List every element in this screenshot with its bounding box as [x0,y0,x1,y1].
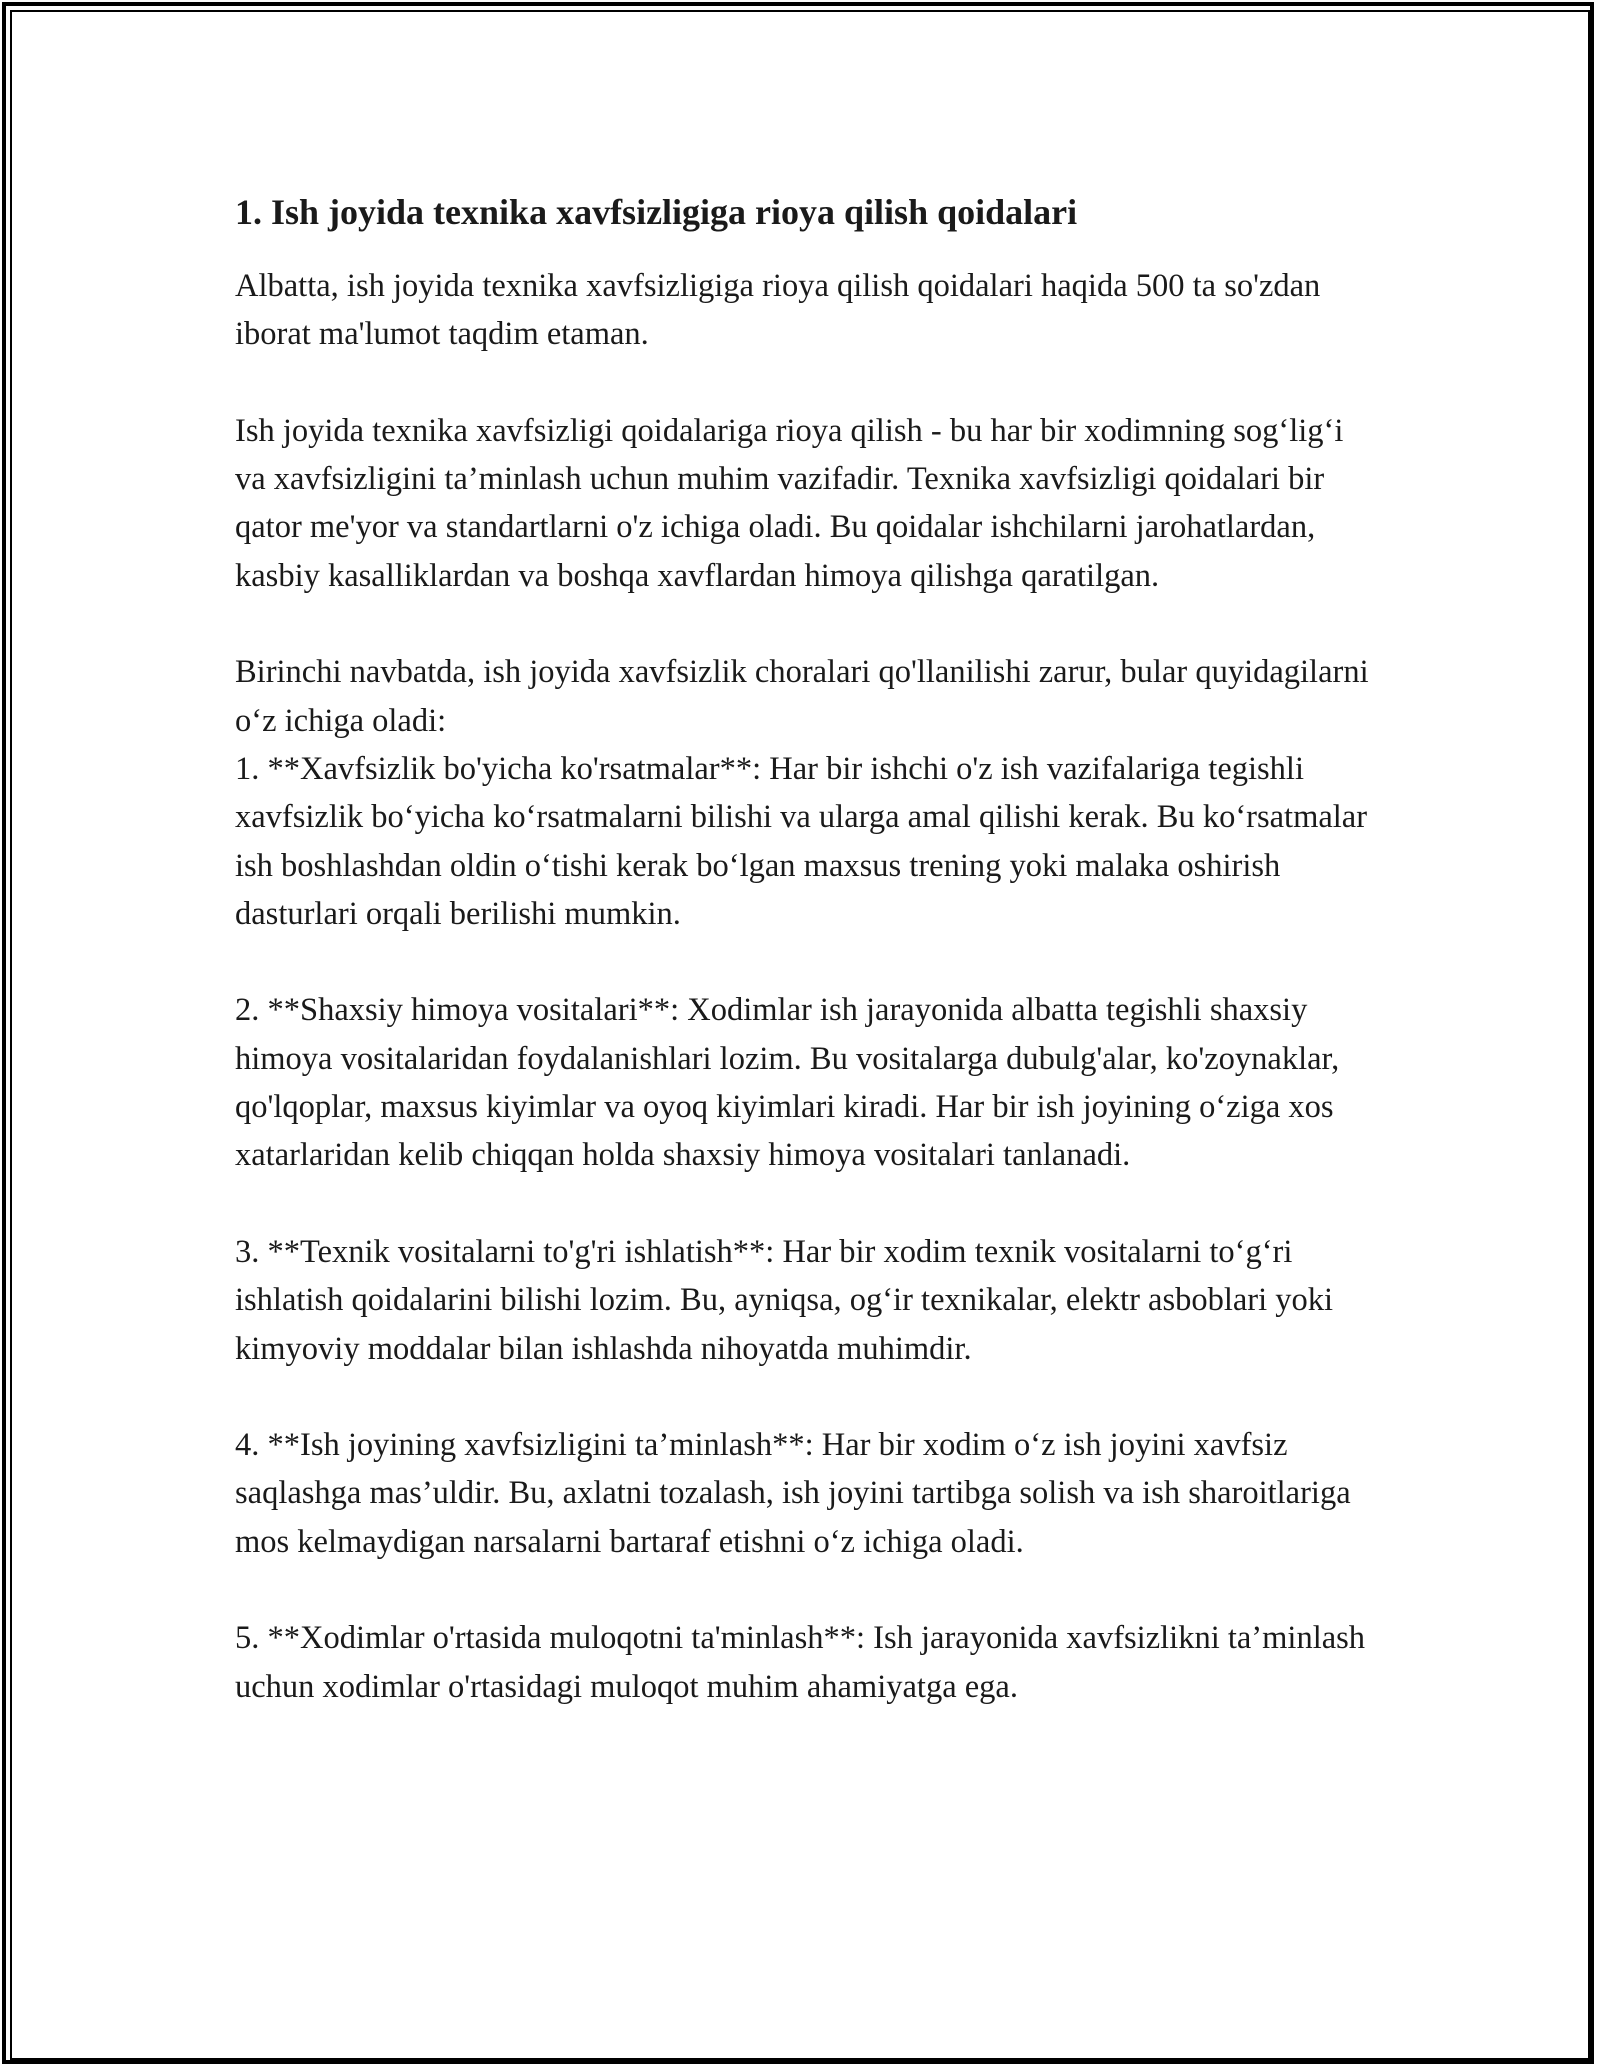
list-item-2: 2. **Shaxsiy himoya vositalari**: Xodimlar ish jarayonida albatta tegishli shaxsiy himoya vositalaridan foydalanishlari lozim. Bu vositalarga dubulg'alar, ko'zoynaklar, qo'lqoplar, maxsus kiyimlar va oyoq kiyimlari kiradi. Har bir ish joyining o‘ziga xos xatarlaridan kelib chiqqan holda shaxsiy himoya vositalari tanlanadi. [235,992,1340,1174]
list-item-3: 3. **Texnik vositalarni to'g'ri ishlatish**: Har bir xodim texnik vositalarni to‘g‘ri ishlatish qoidalarini bilishi lozim. Bu, ayniqsa, og‘ir texnikalar, elektr asboblari yoki kimyoviy moddalar bilan ishlashda nihoyatda muhimdir. [235,1233,1334,1367]
paragraph-spacer [235,600,1375,648]
paragraph-spacer [235,359,1375,407]
intro-paragraph: Albatta, ish joyida texnika xavfsizligiga rioya qilish qoidalari haqida 500 ta so'zdan iborat ma'lumot taqdim etaman. [235,268,1321,353]
page-title: 1. Ish joyida texnika xavfsizligiga rioya qilish qoidalari [235,192,1078,232]
paragraph-spacer [235,938,1375,986]
list-item-4: 4. **Ish joyining xavfsizligini ta’minlash**: Har bir xodim o‘z ish joyini xavfsiz saqlashga mas’uldir. Bu, axlatni tozalash, ish joyini tartibga solish va ish sharoitlariga mos kelmaydigan narsalarni bartaraf etishni o‘z ichiga oladi. [235,1427,1351,1560]
paragraph-spacer [235,1566,1375,1614]
list-item-5: 5. **Xodimlar o'rtasida muloqotni ta'minlash**: Ish jarayonida xavfsizlikni ta’minlash uchun xodimlar o'rtasidagi muloqot muhim ahamiyatga ega. [235,1620,1366,1705]
list-item-1: 1. **Xavfsizlik bo'yicha ko'rsatmalar**: Har bir ishchi o'z ish vazifalariga tegishli xavfsizlik bo‘yicha ko‘rsatmalarni bilishi va ularga amal qilishi kerak. Bu ko‘rsatmalar ish boshlashdan oldin o‘tishi kerak bo‘lgan maxsus trening yoki malaka oshirish dasturlari orqali berilishi mumkin. [235,750,1368,932]
overview-paragraph: Ish joyida texnika xavfsizligi qoidalariga rioya qilish - bu har bir xodimning sog‘lig‘i va xavfsizligini ta’minlash uchun muhim vazifadir. Texnika xavfsizligi qoidalari bir qator me'yor va standartlarni o'z ichiga oladi. Bu qoidalar ishchilarni jarohatlardan, kasbiy kasalliklardan va boshqa xavflardan himoya qilishga qaratilgan. [235,412,1344,594]
paragraph-spacer [235,1373,1375,1421]
paragraph-spacer [235,1180,1375,1228]
measures-intro-paragraph: Birinchi navbatda, ish joyida xavfsizlik choralari qo'llanilishi zarur, bular quyidagilarni o‘z ichiga oladi: [235,654,1369,739]
document-body [235,188,1375,1711]
